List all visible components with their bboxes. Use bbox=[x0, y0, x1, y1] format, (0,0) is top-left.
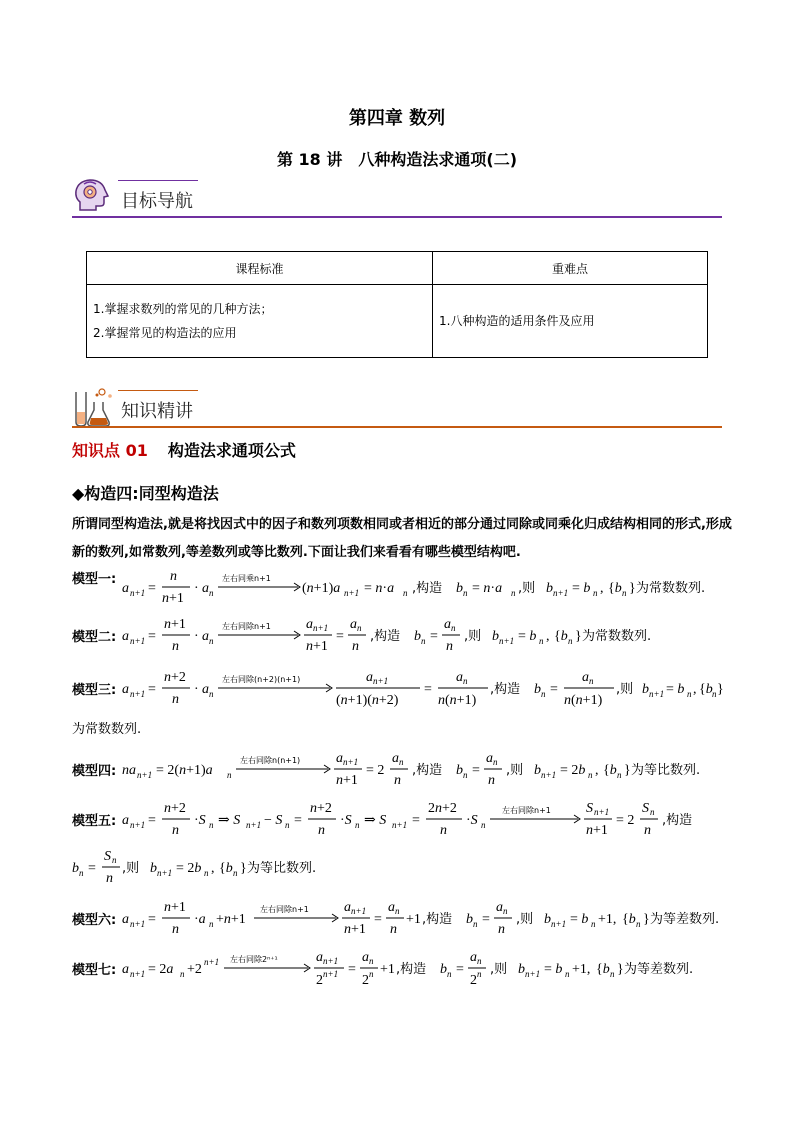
svg-text:= b: = b bbox=[544, 962, 563, 977]
svg-text:n: n bbox=[227, 770, 232, 780]
svg-text:{b: {b bbox=[603, 763, 617, 778]
svg-text:n: n bbox=[369, 969, 374, 979]
svg-text:=: = bbox=[148, 581, 156, 596]
svg-text:⇒ S: ⇒ S bbox=[364, 813, 387, 828]
section2-title: 知识精讲 bbox=[121, 401, 193, 422]
svg-text:{b: {b bbox=[219, 861, 233, 876]
svg-text:n+1: n+1 bbox=[204, 957, 220, 967]
model-6 bbox=[72, 909, 116, 928]
svg-text:n: n bbox=[106, 871, 113, 886]
svg-text:a: a bbox=[362, 950, 369, 965]
model-3-t2: ,则 bbox=[616, 682, 634, 697]
svg-text:n: n bbox=[421, 636, 426, 646]
svg-text:+2: +2 bbox=[187, 962, 202, 977]
model-5-t2: ,则 bbox=[122, 861, 140, 876]
svg-text:a: a bbox=[350, 617, 357, 632]
svg-text:n: n bbox=[650, 807, 655, 817]
svg-text:n+1: n+1 bbox=[246, 820, 262, 830]
svg-text:= 2: = 2 bbox=[616, 813, 635, 828]
svg-text:,: , bbox=[546, 629, 550, 644]
model-5-formula bbox=[122, 798, 722, 842]
svg-text:}: } bbox=[643, 912, 650, 927]
section2-top-line bbox=[118, 390, 198, 391]
svg-text:n: n bbox=[568, 636, 573, 646]
svg-text:(n+1)(n+2): (n+1)(n+2) bbox=[336, 693, 399, 708]
model-3-t1: ,构造 bbox=[490, 682, 521, 697]
svg-text:n+1: n+1 bbox=[586, 823, 608, 838]
model-2-arrow: 左右同除n+1 bbox=[222, 622, 271, 631]
svg-text:n+1: n+1 bbox=[344, 922, 366, 937]
standard-line-2: 2.掌握常见的构造法的应用 bbox=[93, 326, 237, 340]
svg-text:n: n bbox=[493, 757, 498, 767]
svg-text:=: = bbox=[482, 912, 490, 927]
svg-text:+1,: +1, bbox=[598, 912, 617, 927]
svg-text:a: a bbox=[122, 912, 129, 927]
svg-text:n: n bbox=[539, 636, 544, 646]
model-6-label: 模型六: bbox=[72, 913, 117, 928]
svg-text:n(n+1): n(n+1) bbox=[564, 693, 603, 708]
svg-text:=: = bbox=[148, 912, 156, 927]
model-1-label: 模型一: bbox=[72, 572, 117, 587]
model-3-label: 模型三: bbox=[72, 683, 117, 698]
course-table bbox=[86, 251, 708, 358]
svg-text:n: n bbox=[394, 773, 401, 788]
model-7-t1: ,构造 bbox=[396, 962, 427, 977]
svg-text:a: a bbox=[306, 617, 313, 632]
svg-text:n: n bbox=[447, 969, 452, 979]
svg-text:n+1: n+1 bbox=[157, 868, 173, 878]
svg-text:= 2b: = 2b bbox=[560, 763, 586, 778]
svg-text:n: n bbox=[498, 922, 505, 937]
svg-text:a: a bbox=[316, 950, 323, 965]
model-4 bbox=[72, 760, 116, 779]
svg-text:n+1: n+1 bbox=[351, 906, 367, 916]
svg-text:n+1: n+1 bbox=[594, 807, 610, 817]
svg-text:(n+1)a: (n+1)a bbox=[302, 581, 341, 596]
svg-text:n+1: n+1 bbox=[392, 820, 408, 830]
model-4-label: 模型四: bbox=[72, 764, 117, 779]
model-6-t1: ,构造 bbox=[422, 912, 453, 927]
lecture-title: 第 18 讲 八种构造法求通项(二) bbox=[276, 150, 518, 169]
svg-text:·S: ·S bbox=[340, 813, 352, 828]
svg-text:n: n bbox=[451, 623, 456, 633]
model-7-arrow: 左右同除2ⁿ⁺¹ bbox=[230, 955, 278, 964]
svg-text:}: } bbox=[575, 629, 582, 644]
svg-text:,: , bbox=[600, 581, 604, 596]
svg-text:n: n bbox=[565, 969, 570, 979]
model-3-arrow: 左右同除(n+2)(n+1) bbox=[222, 675, 301, 684]
svg-text:n+1: n+1 bbox=[130, 969, 146, 979]
svg-text:+n+1: +n+1 bbox=[216, 912, 246, 927]
svg-text:=: = bbox=[412, 813, 420, 828]
svg-text:2n+2: 2n+2 bbox=[428, 801, 457, 816]
subheading: ◆构造四:同型构造法 bbox=[72, 484, 219, 503]
svg-text:n: n bbox=[617, 770, 622, 780]
svg-text:b: b bbox=[150, 861, 157, 876]
section1-title: 目标导航 bbox=[121, 191, 193, 212]
svg-text:a: a bbox=[336, 751, 343, 766]
svg-text:n: n bbox=[593, 588, 598, 598]
svg-text:n+1: n+1 bbox=[343, 757, 359, 767]
svg-text:n: n bbox=[481, 820, 486, 830]
svg-text:n: n bbox=[463, 676, 468, 686]
svg-text:a: a bbox=[486, 751, 493, 766]
model-7-t4: 为等差数列. bbox=[624, 962, 694, 977]
svg-text:b: b bbox=[466, 912, 473, 927]
svg-text:b: b bbox=[492, 629, 499, 644]
model-2-t1: ,构造 bbox=[370, 629, 401, 644]
svg-text:n: n bbox=[172, 922, 179, 937]
svg-text:b: b bbox=[534, 763, 541, 778]
svg-text:b: b bbox=[544, 912, 551, 927]
model-7-formula bbox=[122, 947, 722, 991]
svg-text:}: } bbox=[717, 682, 724, 697]
svg-text:n+1: n+1 bbox=[323, 956, 339, 966]
svg-text:a: a bbox=[496, 900, 503, 915]
svg-text:b: b bbox=[518, 962, 525, 977]
svg-text:b: b bbox=[72, 861, 79, 876]
svg-text:·S: ·S bbox=[466, 813, 478, 828]
knowledge-point bbox=[72, 438, 296, 461]
model-2-t4: 为常数数列. bbox=[582, 629, 652, 644]
svg-text:=: = bbox=[456, 962, 464, 977]
section1-underline bbox=[72, 216, 722, 218]
svg-text:·a: ·a bbox=[194, 912, 206, 927]
svg-text:n: n bbox=[712, 689, 717, 699]
svg-text:n: n bbox=[403, 588, 408, 598]
svg-text:n+1: n+1 bbox=[499, 636, 515, 646]
svg-text:n: n bbox=[622, 588, 627, 598]
model-5-label: 模型五: bbox=[72, 814, 117, 829]
svg-text:=: = bbox=[148, 813, 156, 828]
svg-text:n: n bbox=[390, 922, 397, 937]
svg-text:= n·a: = n·a bbox=[472, 581, 503, 596]
svg-text:b: b bbox=[534, 682, 541, 697]
svg-text:n: n bbox=[172, 692, 179, 707]
svg-text:b: b bbox=[456, 581, 463, 596]
svg-text:S: S bbox=[642, 801, 649, 816]
svg-text:n: n bbox=[636, 919, 641, 929]
svg-text:n: n bbox=[589, 676, 594, 686]
knowledge-point-title: 构造法求通项公式 bbox=[167, 441, 296, 460]
svg-text:n+1: n+1 bbox=[130, 919, 146, 929]
model-1-t2: ,则 bbox=[518, 581, 536, 596]
model-4-arrow: 左右同除n(n+1) bbox=[240, 756, 301, 765]
svg-text:a: a bbox=[366, 670, 373, 685]
svg-text:n: n bbox=[463, 770, 468, 780]
svg-text:}: } bbox=[617, 962, 624, 977]
svg-text:,: , bbox=[595, 763, 599, 778]
svg-text:n+2: n+2 bbox=[310, 801, 332, 816]
svg-text:n+1: n+1 bbox=[130, 820, 146, 830]
model-4-t4: 为等比数列. bbox=[631, 763, 701, 778]
model-7-label: 模型七: bbox=[72, 963, 117, 978]
svg-text:n+1: n+1 bbox=[130, 689, 146, 699]
model-3 bbox=[72, 679, 116, 698]
svg-text:=: = bbox=[294, 813, 302, 828]
svg-text:na: na bbox=[122, 763, 136, 778]
model-6-formula bbox=[122, 897, 732, 941]
svg-text:}: } bbox=[240, 861, 247, 876]
svg-text:n+1: n+1 bbox=[164, 900, 186, 915]
svg-text:n: n bbox=[209, 820, 214, 830]
svg-text:n+1: n+1 bbox=[649, 689, 665, 699]
svg-text:n: n bbox=[463, 588, 468, 598]
svg-text:=: = bbox=[424, 682, 432, 697]
svg-text:− S: − S bbox=[264, 813, 283, 828]
svg-text:n: n bbox=[395, 906, 400, 916]
svg-text:=: = bbox=[148, 682, 156, 697]
svg-text:= b: = b bbox=[572, 581, 591, 596]
svg-text:n+1: n+1 bbox=[525, 969, 541, 979]
svg-text:·: · bbox=[194, 682, 199, 697]
section1-top-line bbox=[118, 180, 198, 181]
svg-text:= b: = b bbox=[666, 682, 685, 697]
svg-text:b: b bbox=[414, 629, 421, 644]
svg-text:a: a bbox=[456, 670, 463, 685]
svg-text:a: a bbox=[122, 962, 129, 977]
svg-text:=: = bbox=[336, 629, 344, 644]
svg-text:n: n bbox=[180, 969, 185, 979]
svg-text:a: a bbox=[202, 682, 209, 697]
svg-text:= 2(n+1)a: = 2(n+1)a bbox=[156, 763, 213, 778]
svg-text:a: a bbox=[470, 950, 477, 965]
model-5-t4: 为等比数列. bbox=[247, 861, 317, 876]
svg-text:n+1: n+1 bbox=[130, 588, 146, 598]
intro-paragraph: 所谓同型构造法,就是将找因式中的因子和数列项数相同或者相近的部分通过同除或同乘化归成结构相同的形式,形成新的数列,如常数列,等差数列或等比数列.下面让我们来看看有哪些模型结构吧. bbox=[72, 517, 732, 560]
knowledge-point-number: 知识点 01 bbox=[72, 441, 148, 460]
svg-text:}: } bbox=[629, 581, 636, 596]
svg-text:n: n bbox=[477, 969, 482, 979]
svg-text:+1: +1 bbox=[380, 962, 395, 977]
svg-text:n: n bbox=[209, 919, 214, 929]
chapter-title: 第四章 数列 bbox=[348, 108, 446, 129]
svg-text:·: · bbox=[194, 629, 199, 644]
svg-text:n+2: n+2 bbox=[164, 801, 186, 816]
svg-text:n+1: n+1 bbox=[313, 623, 329, 633]
model-5-formula-cont bbox=[72, 846, 472, 890]
model-5-arrow: 左右同除n+1 bbox=[502, 806, 551, 815]
flask-icon bbox=[72, 384, 116, 428]
svg-text:}: } bbox=[624, 763, 631, 778]
model-2-formula bbox=[122, 614, 722, 658]
svg-text:=: = bbox=[348, 962, 356, 977]
svg-text:b: b bbox=[456, 763, 463, 778]
svg-text:n: n bbox=[172, 823, 179, 838]
svg-text:= b: = b bbox=[518, 629, 537, 644]
svg-text:{b: {b bbox=[699, 682, 713, 697]
svg-text:2: 2 bbox=[470, 973, 477, 988]
model-4-t2: ,则 bbox=[506, 763, 524, 778]
svg-text:a: a bbox=[122, 581, 129, 596]
svg-text:a: a bbox=[202, 581, 209, 596]
model-6-t4: 为等差数列. bbox=[650, 912, 720, 927]
svg-text:n+1: n+1 bbox=[130, 636, 146, 646]
svg-text:n: n bbox=[511, 588, 516, 598]
model-5 bbox=[72, 810, 116, 829]
svg-text:n: n bbox=[541, 689, 546, 699]
model-4-formula bbox=[122, 748, 722, 792]
svg-text:n: n bbox=[488, 773, 495, 788]
svg-text:=: = bbox=[148, 629, 156, 644]
svg-text:n: n bbox=[318, 823, 325, 838]
svg-text:{b: {b bbox=[622, 912, 636, 927]
svg-text:a: a bbox=[122, 813, 129, 828]
svg-text:n+1: n+1 bbox=[553, 588, 569, 598]
model-4-t1: ,构造 bbox=[412, 763, 443, 778]
svg-text:a: a bbox=[582, 670, 589, 685]
model-6-t2: ,则 bbox=[516, 912, 534, 927]
svg-text:n+1: n+1 bbox=[137, 770, 153, 780]
svg-text:{b: {b bbox=[596, 962, 610, 977]
model-1-t1: ,构造 bbox=[412, 581, 443, 596]
svg-text:n: n bbox=[209, 689, 214, 699]
svg-text:n: n bbox=[79, 868, 84, 878]
model-2-label: 模型二: bbox=[72, 630, 117, 645]
svg-text:a: a bbox=[122, 682, 129, 697]
svg-text:= 2b: = 2b bbox=[176, 861, 202, 876]
svg-text:n+1: n+1 bbox=[323, 969, 339, 979]
svg-text:n: n bbox=[170, 569, 177, 584]
svg-text:n: n bbox=[591, 919, 596, 929]
svg-text:=: = bbox=[550, 682, 558, 697]
svg-text:n: n bbox=[233, 868, 238, 878]
svg-text:= 2a: = 2a bbox=[148, 962, 174, 977]
svg-text:n+1: n+1 bbox=[336, 773, 358, 788]
svg-text:n: n bbox=[588, 770, 593, 780]
brain-gear-icon bbox=[72, 176, 112, 216]
svg-text:n: n bbox=[355, 820, 360, 830]
model-1-formula bbox=[122, 566, 722, 608]
model-2-t2: ,则 bbox=[464, 629, 482, 644]
model-7 bbox=[72, 959, 116, 978]
svg-text:a: a bbox=[388, 900, 395, 915]
model-2 bbox=[72, 626, 116, 645]
svg-text:a: a bbox=[122, 629, 129, 644]
svg-text:n+1: n+1 bbox=[306, 639, 328, 654]
model-7-t2: ,则 bbox=[490, 962, 508, 977]
svg-text:n: n bbox=[610, 969, 615, 979]
svg-text:= 2: = 2 bbox=[366, 763, 385, 778]
model-1 bbox=[72, 568, 116, 587]
svg-text:a: a bbox=[392, 751, 399, 766]
model-5-t1: ,构造 bbox=[662, 813, 693, 828]
svg-text:⇒ S: ⇒ S bbox=[218, 813, 241, 828]
svg-text:b: b bbox=[642, 682, 649, 697]
svg-text:n+1: n+1 bbox=[373, 676, 389, 686]
model-1-t4: 为常数数列. bbox=[636, 581, 706, 596]
svg-text:+1,: +1, bbox=[572, 962, 591, 977]
svg-text:2: 2 bbox=[362, 973, 369, 988]
svg-text:n: n bbox=[112, 855, 117, 865]
model-3-formula bbox=[122, 667, 722, 711]
svg-text:=: = bbox=[472, 763, 480, 778]
svg-text:=: = bbox=[88, 861, 96, 876]
svg-text:,: , bbox=[211, 861, 215, 876]
svg-text:n: n bbox=[644, 823, 651, 838]
svg-text:n: n bbox=[473, 919, 478, 929]
svg-text:= n·a: = n·a bbox=[364, 581, 395, 596]
svg-text:n+1: n+1 bbox=[541, 770, 557, 780]
model-6-arrow: 左右同除n+1 bbox=[260, 905, 309, 914]
svg-text:a: a bbox=[444, 617, 451, 632]
svg-text:+1: +1 bbox=[406, 912, 421, 927]
svg-text:=: = bbox=[430, 629, 438, 644]
svg-text:n: n bbox=[687, 689, 692, 699]
svg-text:n+1: n+1 bbox=[162, 591, 184, 606]
svg-text:n: n bbox=[477, 956, 482, 966]
svg-text:b: b bbox=[440, 962, 447, 977]
svg-text:2: 2 bbox=[316, 973, 323, 988]
svg-text:{b: {b bbox=[554, 629, 568, 644]
svg-text:n: n bbox=[209, 588, 214, 598]
table-cell-standard bbox=[87, 285, 433, 358]
svg-text:n: n bbox=[285, 820, 290, 830]
svg-text:n: n bbox=[172, 639, 179, 654]
svg-text:a: a bbox=[202, 629, 209, 644]
svg-text:S: S bbox=[586, 801, 593, 816]
table-header-difficulty: 重难点 bbox=[433, 252, 708, 285]
section2-underline bbox=[72, 426, 722, 428]
standard-line-1: 1.掌握求数列的常见的几种方法； bbox=[93, 302, 273, 316]
svg-text:=: = bbox=[374, 912, 382, 927]
svg-text:n: n bbox=[352, 639, 359, 654]
svg-text:b: b bbox=[546, 581, 553, 596]
svg-text:{b: {b bbox=[608, 581, 622, 596]
svg-text:n: n bbox=[399, 757, 404, 767]
svg-text:n: n bbox=[369, 956, 374, 966]
svg-text:n+1: n+1 bbox=[344, 588, 360, 598]
model-1-arrow: 左右同乘n+1 bbox=[222, 574, 271, 583]
svg-text:n+2: n+2 bbox=[164, 670, 186, 685]
svg-text:n: n bbox=[503, 906, 508, 916]
model-3-suffix: 为常数数列. bbox=[72, 722, 142, 737]
svg-text:n(n+1): n(n+1) bbox=[438, 693, 477, 708]
svg-text:·S: ·S bbox=[194, 813, 206, 828]
svg-text:n: n bbox=[204, 868, 209, 878]
svg-text:,: , bbox=[693, 682, 697, 697]
svg-text:·: · bbox=[194, 581, 199, 596]
svg-text:n: n bbox=[440, 823, 447, 838]
svg-text:n: n bbox=[446, 639, 453, 654]
difficulty-line-1: 1.八种构造的适用条件及应用 bbox=[439, 314, 595, 328]
table-cell-difficulty bbox=[433, 285, 708, 358]
svg-text:S: S bbox=[104, 849, 111, 864]
svg-text:n: n bbox=[209, 636, 214, 646]
svg-text:n+1: n+1 bbox=[164, 617, 186, 632]
svg-text:a: a bbox=[344, 900, 351, 915]
svg-text:n+1: n+1 bbox=[551, 919, 567, 929]
svg-text:= b: = b bbox=[570, 912, 589, 927]
svg-text:n: n bbox=[357, 623, 362, 633]
table-header-standard: 课程标准 bbox=[87, 252, 433, 285]
